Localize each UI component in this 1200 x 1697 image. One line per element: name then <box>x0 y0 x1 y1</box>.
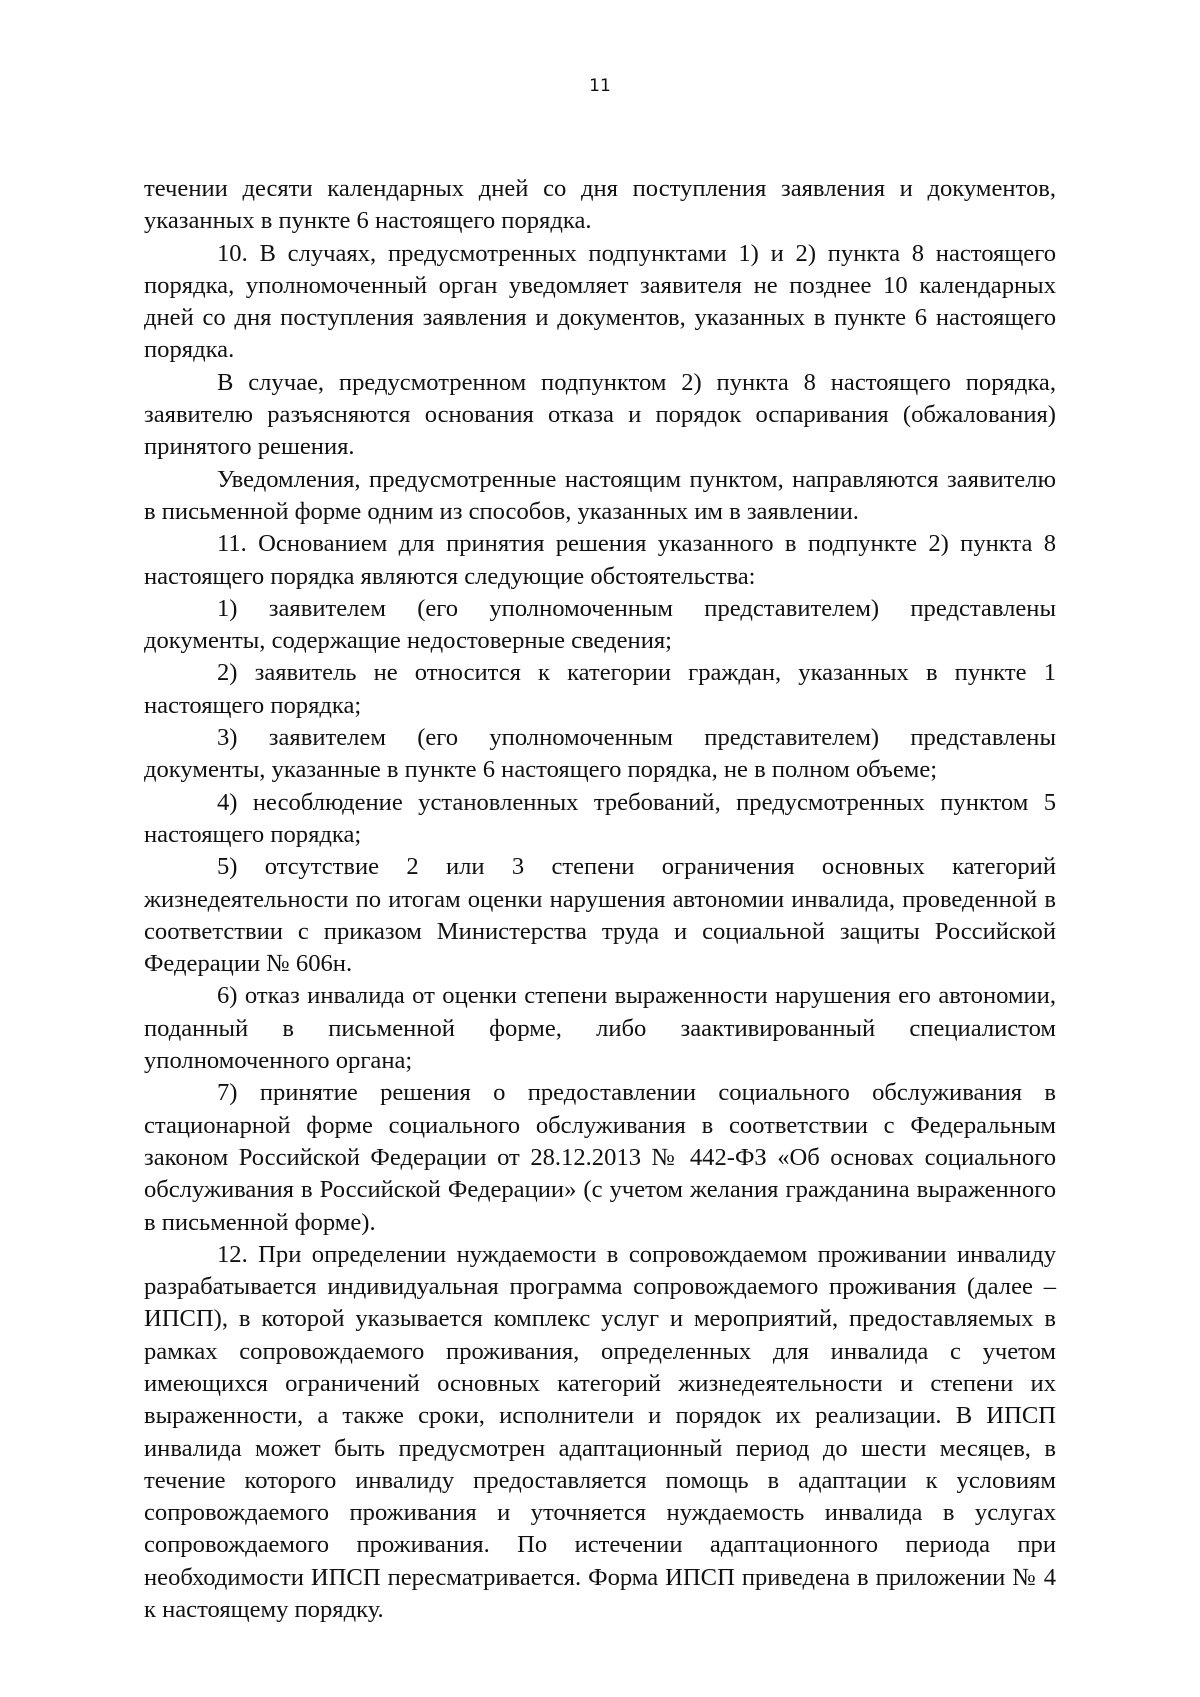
list-item-7: 7) принятие решения о предоставлении социального обслуживания в стационарной форме социального обслуживания в соответствии с Федеральным законом Российской Федерации от 28.12.2013 № 442-ФЗ «Об основах социального обслуживания в Российской Федерации» (с учетом желания гражданина выраженного в письменной форме). <box>144 1079 1056 1236</box>
paragraph-clause-12: 12. При определении нуждаемости в сопровождаемом проживании инвалиду разрабатывается индивидуальная программа сопровождаемого проживания (далее – ИПСП), в которой указывается комплекс услуг и мероприятий, предоставляемых в рамках сопровождаемого проживания, определенных для инвалида с учетом имеющихся ограничений основных категорий жизнедеятельности и степени их выраженности, а также сроки, исполнители и порядок их реализации. В ИПСП инвалида может быть предусмотрен адаптационный период до шести месяцев, в течение которого инвалиду предоставляется помощь в адаптации к условиям сопровождаемого проживания и уточняется нуждаемость инвалида в услугах сопровождаемого проживания. По истечении адаптационного периода при необходимости ИПСП пересматривается. Форма ИПСП приведена в приложении № 4 к настоящему порядку. <box>144 1240 1056 1624</box>
paragraph-refusal-explanation: В случае, предусмотренном подпунктом 2) пункта 8 настоящего порядка, заявителю разъясняются основания отказа и порядок оспаривания (обжалования) принятого решения. <box>144 368 1056 461</box>
list-item-4: 4) несоблюдение установленных требований, предусмотренных пунктом 5 настоящего порядка; <box>144 788 1056 848</box>
list-item-5: 5) отсутствие 2 или 3 степени ограничения основных категорий жизнедеятельности по итогам оценки нарушения автономии инвалида, проведенной в соответствии с приказом Министерства труда и социальной защиты Российской Федерации № 606н. <box>144 853 1056 978</box>
paragraph-clause-11: 11. Основанием для принятия решения указанного в подпункте 2) пункта 8 настоящего порядка являются следующие обстоятельства: <box>144 530 1056 590</box>
paragraph-notifications: Уведомления, предусмотренные настоящим пунктом, направляются заявителю в письменной форме одним из способов, указанных им в заявлении. <box>144 465 1056 525</box>
list-item-1: 1) заявителем (его уполномоченным представителем) представлены документы, содержащие недостоверные сведения; <box>144 594 1056 655</box>
list-item-6: 6) отказ инвалида от оценки степени выраженности нарушения его автономии, поданный в письменной форме, либо заактивированный специалистом уполномоченного органа; <box>144 982 1056 1075</box>
list-item-3: 3) заявителем (его уполномоченным представителем) представлены документы, указанные в пункте 6 настоящего порядка, не в полном объеме; <box>144 724 1056 784</box>
page-number: 11 <box>589 76 611 96</box>
list-item-2: 2) заявитель не относится к категории граждан, указанных в пункте 1 настоящего порядка; <box>144 659 1056 719</box>
paragraph-continuation: течении десяти календарных дней со дня поступления заявления и документов, указанных в пункте 6 настоящего порядка. <box>144 175 1056 235</box>
document-body <box>144 173 1056 1626</box>
paragraph-clause-10: 10. В случаях, предусмотренных подпунктами 1) и 2) пункта 8 настоящего порядка, уполномоченный орган уведомляет заявителя не позднее 10 календарных дней со дня поступления заявления и документов, указанных в пункте 6 настоящего порядка. <box>144 239 1056 364</box>
